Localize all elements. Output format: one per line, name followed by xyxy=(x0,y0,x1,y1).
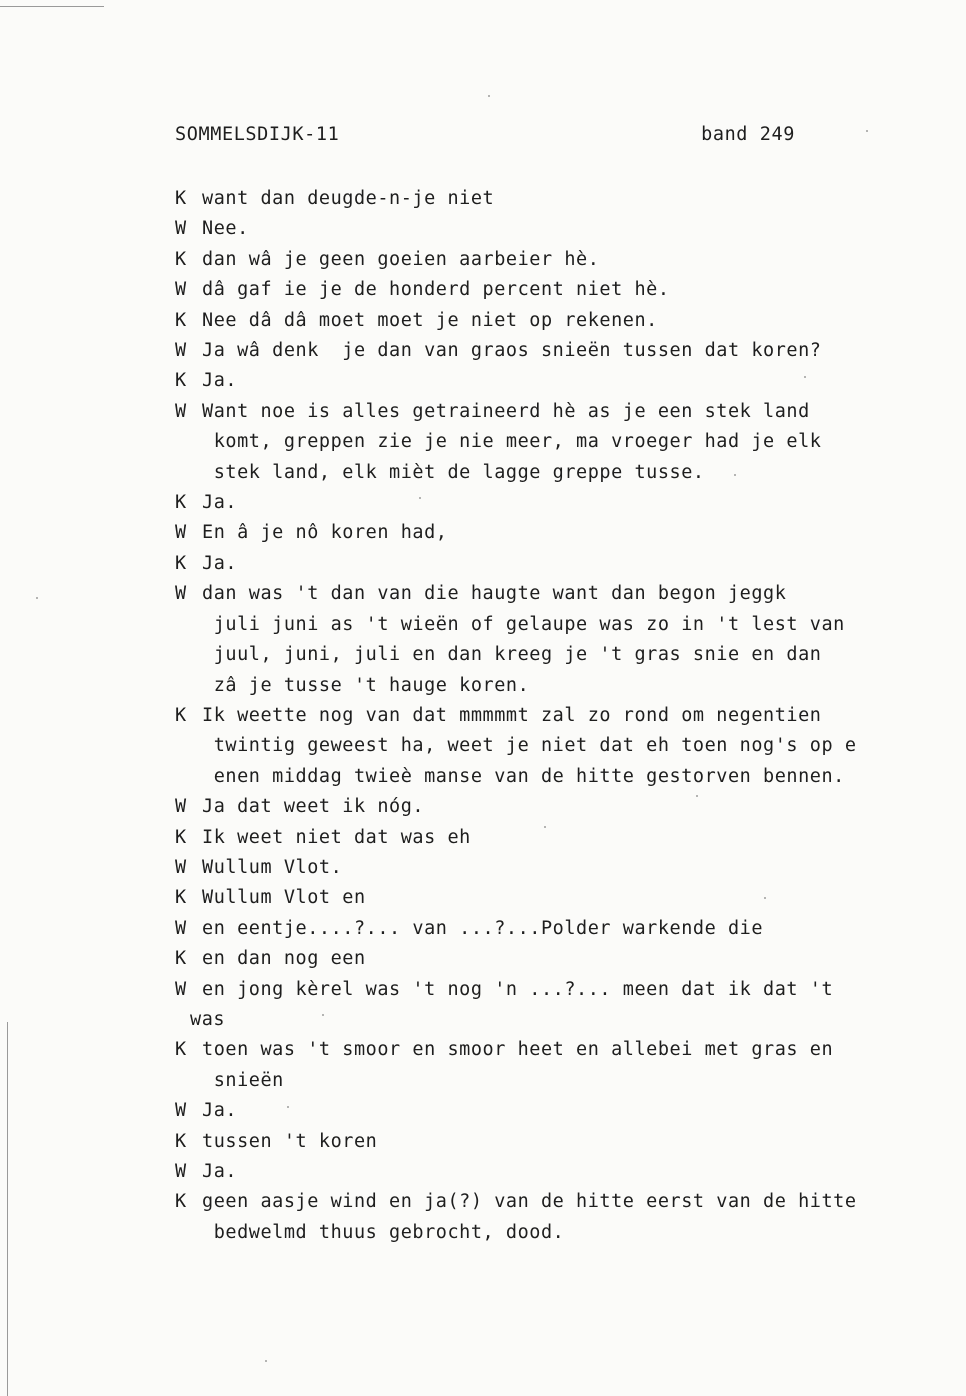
utterance xyxy=(202,488,915,518)
utterance xyxy=(202,823,915,853)
utterance-line: Ja wâ denk je dan van graos snieën tussen dat koren? xyxy=(202,340,822,362)
utterance-line: Ja. xyxy=(202,370,238,392)
speaker-label: W xyxy=(175,917,187,939)
utterance xyxy=(202,914,915,944)
speaker-label: K xyxy=(175,188,187,209)
utterance-line: juul, juni, juli en dan kreeg je 't gras snie en dan xyxy=(202,644,822,666)
page-edge-rule-left xyxy=(7,1022,8,1396)
speaker-label: W xyxy=(175,583,187,605)
paper-speck xyxy=(265,1360,267,1362)
utterance-line: Nee dâ dâ moet moet je niet op rekenen. xyxy=(202,309,658,331)
paper-speck xyxy=(287,1106,289,1108)
speaker-label: K xyxy=(175,492,187,514)
utterance xyxy=(202,1096,915,1126)
utterance xyxy=(202,275,915,305)
transcript-turn xyxy=(175,883,915,913)
utterance xyxy=(202,366,915,396)
speaker-label: K xyxy=(175,1130,187,1152)
speaker-label: K xyxy=(175,948,187,970)
transcript-turn xyxy=(175,1157,915,1187)
page-header xyxy=(175,124,795,154)
utterance xyxy=(202,1035,915,1096)
speaker-label: K xyxy=(175,248,187,270)
utterance-line: zâ je tusse 't hauge koren. xyxy=(202,674,530,696)
utterance xyxy=(202,579,915,701)
document-id: SOMMELSDIJK-11 xyxy=(175,124,340,145)
transcript-turn xyxy=(175,275,915,305)
utterance-line: enen middag twieè manse van de hitte gestorven bennen. xyxy=(202,765,845,787)
utterance xyxy=(202,397,915,488)
utterance xyxy=(202,549,915,579)
utterance-line: Ik weette nog van dat mmmmmt zal zo rond om negentien xyxy=(202,704,822,726)
transcript-turn xyxy=(175,184,915,214)
utterance-line: tussen 't koren xyxy=(202,1130,378,1152)
transcript-turn xyxy=(175,1187,915,1248)
utterance-line: Want noe is alles getraineerd hè as je een stek land xyxy=(202,400,810,422)
utterance-line: komt, greppen zie je nie meer, ma vroeger had je elk xyxy=(202,431,822,453)
paper-speck xyxy=(764,897,766,899)
transcript-turn xyxy=(175,853,915,883)
utterance xyxy=(202,975,915,1005)
utterance-line: twintig geweest ha, weet je niet dat eh toen nog's op e xyxy=(202,735,857,757)
speaker-label: W xyxy=(175,400,187,422)
utterance xyxy=(202,1187,915,1248)
paper-speck xyxy=(36,597,38,599)
continuation-line: was xyxy=(190,1008,226,1030)
transcript-turn xyxy=(175,701,915,792)
speaker-label: W xyxy=(175,978,187,1000)
utterance-line: want dan deugde-n-je niet xyxy=(202,188,495,209)
speaker-label: W xyxy=(175,796,187,818)
utterance-line: en jong kèrel was 't nog 'n ...?... meen dat ik dat 't xyxy=(202,978,834,1000)
speaker-label: W xyxy=(175,522,187,544)
speaker-label: K xyxy=(175,1039,187,1061)
transcript-turn xyxy=(175,488,915,518)
utterance-line: en dan nog een xyxy=(202,948,366,970)
transcript-turn xyxy=(175,914,915,944)
transcript-turn xyxy=(175,549,915,579)
utterance xyxy=(202,792,915,822)
speaker-label: W xyxy=(175,218,187,240)
speaker-label: K xyxy=(175,552,187,574)
speaker-label: K xyxy=(175,704,187,726)
transcript-turn xyxy=(175,579,915,701)
tape-number: band 249 xyxy=(701,124,795,145)
utterance-line: dan was 't dan van die haugte want dan begon jeggk xyxy=(202,583,787,605)
utterance xyxy=(202,306,915,336)
utterance xyxy=(202,184,915,214)
paper-speck xyxy=(488,95,490,97)
transcript-turn xyxy=(175,397,915,488)
paper-speck xyxy=(696,795,698,797)
transcript-turn xyxy=(175,245,915,275)
utterance-line: toen was 't smoor en smoor heet en allebei met gras en xyxy=(202,1039,834,1061)
utterance xyxy=(202,1127,915,1157)
paper-speck xyxy=(419,497,421,499)
utterance xyxy=(202,701,915,792)
utterance-line: Ja. xyxy=(202,1161,238,1182)
utterance-line: Nee. xyxy=(202,218,249,240)
utterance xyxy=(202,1157,915,1187)
speaker-label: W xyxy=(175,340,187,362)
transcript-turn xyxy=(175,1035,915,1096)
utterance-line: En â je nô koren had, xyxy=(202,522,448,544)
transcript-turn xyxy=(175,1127,915,1157)
utterance-line: dâ gaf ie je de honderd percent niet hè. xyxy=(202,279,670,301)
speaker-label: K xyxy=(175,887,187,909)
utterance-line: stek land, elk mièt de lagge greppe tusse. xyxy=(202,461,705,483)
paper-speck xyxy=(544,826,546,828)
utterance-line: bedwelmd thuus gebrocht, dood. xyxy=(202,1221,565,1243)
utterance xyxy=(202,853,915,883)
transcript-turn xyxy=(175,1096,915,1126)
speaker-label: K xyxy=(175,309,187,331)
utterance-line: Wullum Vlot en xyxy=(202,887,366,909)
utterance-line: Ja dat weet ik nóg. xyxy=(202,796,425,818)
utterance xyxy=(202,214,915,244)
speaker-label: W xyxy=(175,1100,187,1122)
paper-speck xyxy=(866,130,868,132)
transcript-turn xyxy=(175,518,915,548)
utterance-line: Wullum Vlot. xyxy=(202,856,343,878)
utterance xyxy=(202,336,915,366)
utterance-line: Ja. xyxy=(202,492,238,514)
transcript-turn xyxy=(175,336,915,366)
utterance xyxy=(202,944,915,974)
speaker-label: K xyxy=(175,826,187,848)
transcript-turn xyxy=(175,944,915,974)
transcript-turn xyxy=(175,306,915,336)
speaker-label: K xyxy=(175,370,187,392)
speaker-label: K xyxy=(175,1191,187,1213)
utterance xyxy=(202,883,915,913)
paper-speck xyxy=(734,474,736,476)
utterance xyxy=(202,518,915,548)
utterance-line: Ik weet niet dat was eh xyxy=(202,826,471,848)
transcript-turn xyxy=(175,366,915,396)
utterance-line: en eentje....?... van ...?...Polder warkende die xyxy=(202,917,764,939)
utterance-line: Ja. xyxy=(202,1100,238,1122)
transcript-turn xyxy=(175,792,915,822)
speaker-label: W xyxy=(175,279,187,301)
paper-speck xyxy=(804,376,806,378)
utterance-line: geen aasje wind en ja(?) van de hitte eerst van de hitte xyxy=(202,1191,857,1213)
utterance-line: dan wâ je geen goeien aarbeier hè. xyxy=(202,248,600,270)
speaker-label: W xyxy=(175,856,187,878)
utterance-line: juli juni as 't wieën of gelaupe was zo in 't lest van xyxy=(202,613,845,635)
utterance-line: Ja. xyxy=(202,552,238,574)
transcript xyxy=(175,184,915,1248)
transcript-turn xyxy=(175,214,915,244)
speaker-label: W xyxy=(175,1161,187,1182)
paper-speck xyxy=(322,1014,324,1016)
utterance xyxy=(202,245,915,275)
page-edge-rule-top xyxy=(0,6,104,7)
transcript-turn xyxy=(175,975,915,1005)
utterance-line: snieën xyxy=(202,1069,284,1091)
